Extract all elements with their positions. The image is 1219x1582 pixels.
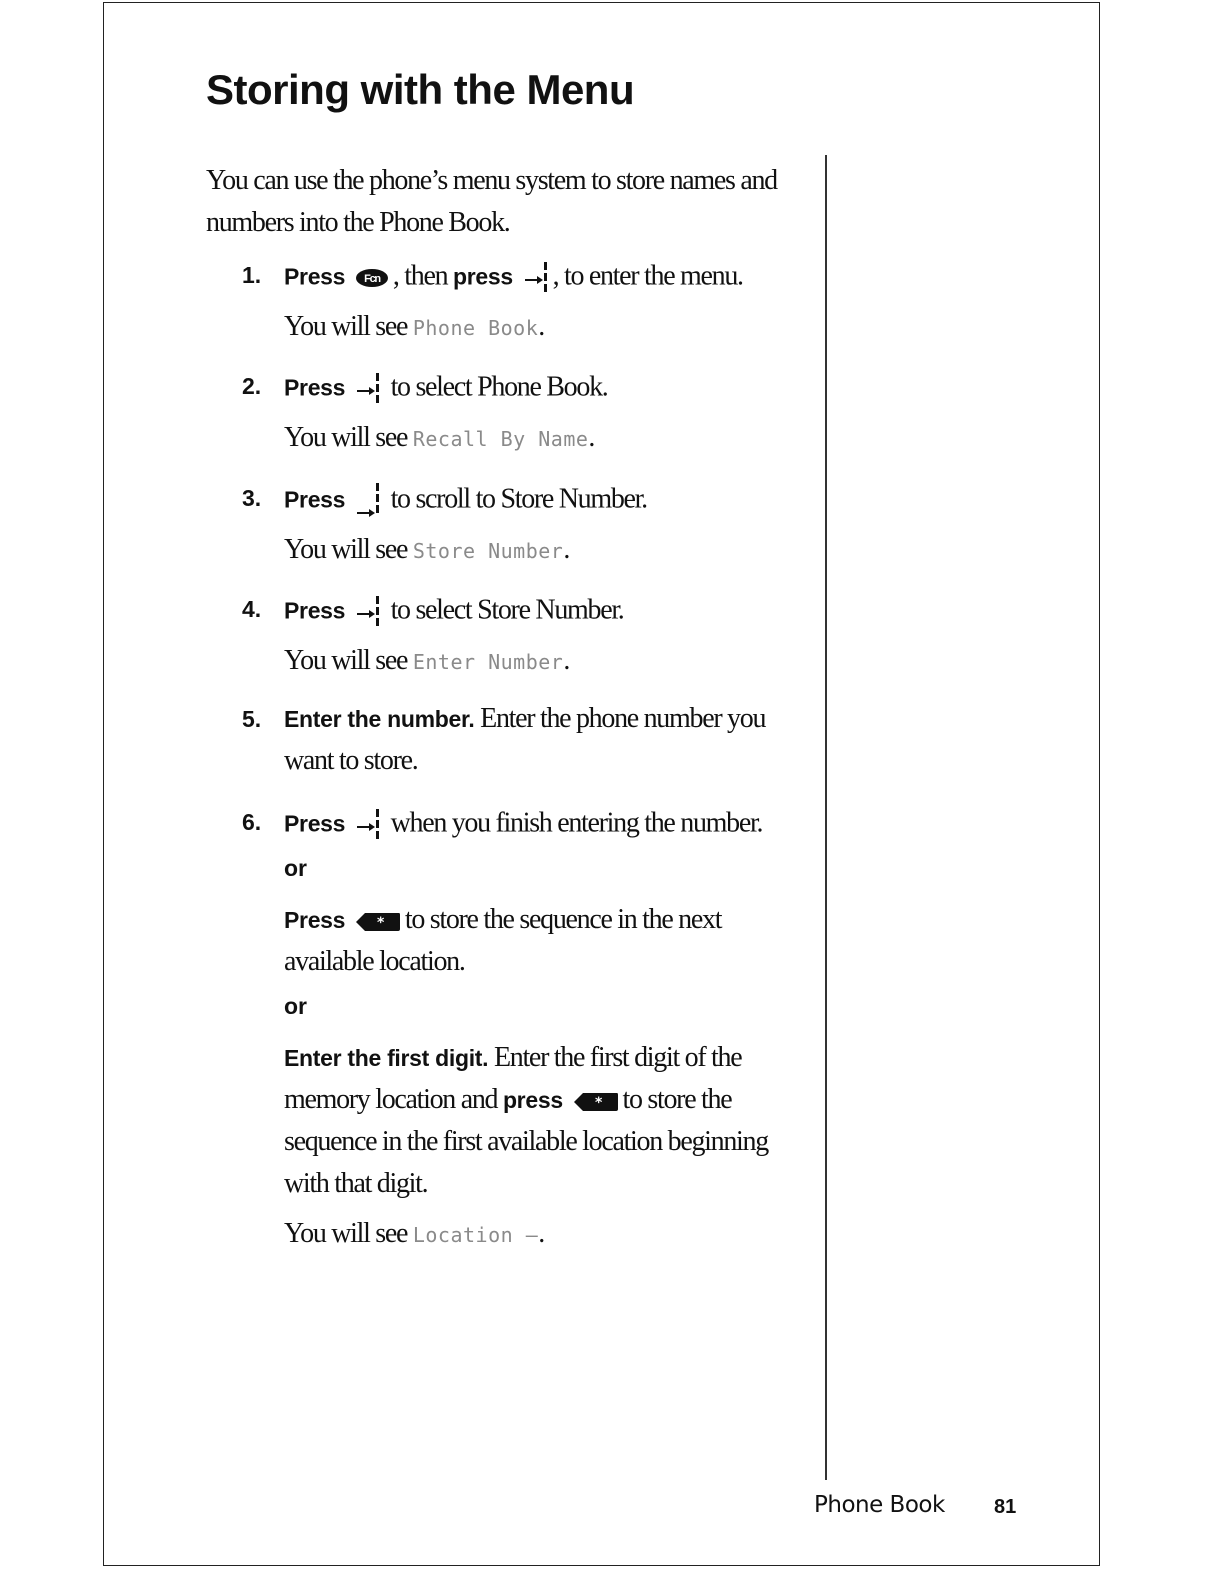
step-number: 6. [242, 809, 262, 835]
step-number: 4. [242, 596, 262, 622]
lcd-display-text: Enter Number [412, 650, 564, 674]
step-result: You will see Recall By Name. [284, 422, 595, 453]
vertical-rule [825, 155, 827, 1480]
lcd-display-text: Phone Book [412, 316, 539, 340]
step-number: 1. [242, 262, 262, 288]
intro-paragraph: You can use the phone’s menu system to store names and numbers into the Phone Book. [206, 165, 777, 238]
alternative-instruction: Press * to store the sequence in the next available location. [284, 904, 722, 977]
menu-select-key-icon [523, 258, 549, 298]
scroll-key-icon [355, 481, 381, 521]
or-separator: or [284, 855, 307, 881]
menu-select-key-icon [355, 805, 381, 845]
step-instruction: Enter the number. Enter the phone number you want to store. [284, 703, 766, 776]
page-title: Storing with the Menu [206, 66, 635, 113]
step-result: You will see Location —. [284, 1218, 544, 1249]
step-number: 3. [242, 485, 262, 511]
fcn-key-icon [355, 268, 389, 288]
step-number: 5. [242, 706, 262, 732]
lcd-display-text: Location — [412, 1223, 539, 1247]
lcd-display-text: Recall By Name [412, 427, 589, 451]
footer-page-number: 81 [994, 1496, 1017, 1518]
step-instruction: Press to scroll to Store Number. [284, 481, 804, 521]
alternative-instruction: Enter the first digit. Enter the first digit of the memory location and press * to store the sequence in the first available location beginning with that digit. [284, 1042, 768, 1199]
or-separator: or [284, 993, 307, 1019]
svg-text:Fcn: Fcn [364, 273, 380, 285]
menu-select-key-icon [355, 592, 381, 632]
star-key-icon [573, 1092, 619, 1112]
step-instruction: Press to select Phone Book. [284, 369, 804, 409]
star-key-icon [355, 912, 401, 932]
step-instruction: Press when you finish entering the number. [284, 805, 804, 845]
step-instruction: Press Fcn , then press , to enter the menu. [284, 258, 804, 298]
step-instruction: Press to select Store Number. [284, 592, 804, 632]
step-result: You will see Phone Book. [284, 311, 544, 342]
menu-select-key-icon [355, 369, 381, 409]
footer-section-name: Phone Book [814, 1492, 945, 1518]
svg-text:*: * [376, 914, 383, 931]
step-result: You will see Enter Number. [284, 645, 570, 676]
step-number: 2. [242, 373, 262, 399]
svg-text:*: * [594, 1094, 601, 1111]
lcd-display-text: Store Number [412, 539, 564, 563]
step-result: You will see Store Number. [284, 534, 570, 565]
